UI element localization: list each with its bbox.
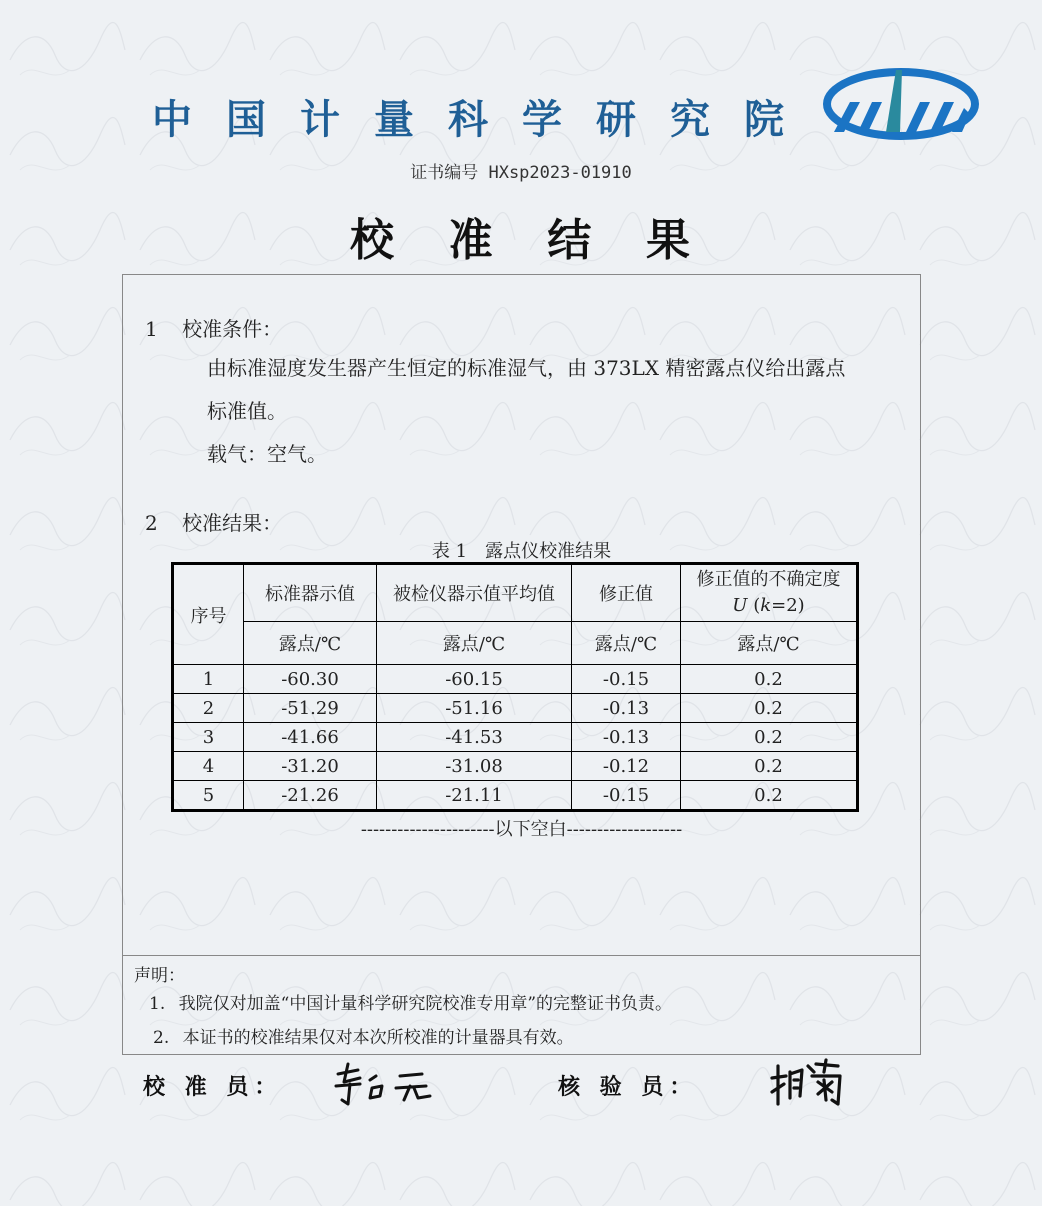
statement-item: 2. 本证书的校准结果仅对本次所校准的计量器具有效。 [153, 1028, 574, 1048]
content-frame [122, 274, 921, 1055]
svg-text:NIM: NIM [899, 138, 903, 139]
table-row: 4 -31.20 -31.08 -0.12 0.2 [173, 752, 858, 781]
calibrator-label: 校 准 员： [143, 1075, 283, 1100]
end-of-content-marker: ----------------------以下空白------------------- [360, 819, 683, 840]
cert-number-label: 证书编号 [410, 163, 479, 183]
table-caption: 表 1 露点仪校准结果 [431, 541, 612, 562]
header-std: 标准器示值 [244, 564, 377, 622]
table-row: 5 -21.26 -21.11 -0.15 0.2 [173, 781, 858, 811]
institute-name: 中 国 计 量 科 学 研 究 院 [152, 96, 784, 143]
header-corr: 修正值 [572, 564, 681, 622]
statement-item: 1. 我院仅对加盖“中国计量科学研究院校准专用章”的完整证书负责。 [149, 994, 673, 1014]
table-row: 3 -41.66 -41.53 -0.13 0.2 [173, 723, 858, 752]
statement-heading: 声明： [134, 966, 185, 986]
unit-unc: 露点/℃ [681, 622, 858, 665]
section-1-text: 由标准湿度发生器产生恒定的标准湿气，由 373LX 精密露点仪给出露点 标准值。 载气：空气。 [207, 356, 846, 466]
table-row: 2 -51.29 -51.16 -0.13 0.2 [173, 694, 858, 723]
verifier-label: 核 验 员： [558, 1075, 698, 1100]
calibrator-signature [330, 1060, 450, 1108]
page-title: 校 准 结 果 [350, 215, 690, 266]
table-row: 1 -60.30 -60.15 -0.15 0.2 [173, 665, 858, 694]
certificate-number [0, 158, 1042, 183]
cert-number-value: HXsp2023-01910 [488, 163, 632, 183]
header-seq: 序号 [173, 564, 244, 665]
section-1-heading: 1 校准条件： [145, 317, 283, 341]
header-dut: 被检仪器示值平均值 [377, 564, 572, 622]
unit-corr: 露点/℃ [572, 622, 681, 665]
statement-divider [123, 955, 920, 956]
header-uncertainty: 修正值的不确定度 U (k=2) [681, 564, 858, 622]
unit-std: 露点/℃ [244, 622, 377, 665]
section-2-heading: 2 校准结果： [145, 511, 283, 535]
unit-dut: 露点/℃ [377, 622, 572, 665]
calibration-results-table [171, 562, 859, 812]
verifier-signature [768, 1058, 848, 1110]
nim-logo [822, 62, 980, 140]
